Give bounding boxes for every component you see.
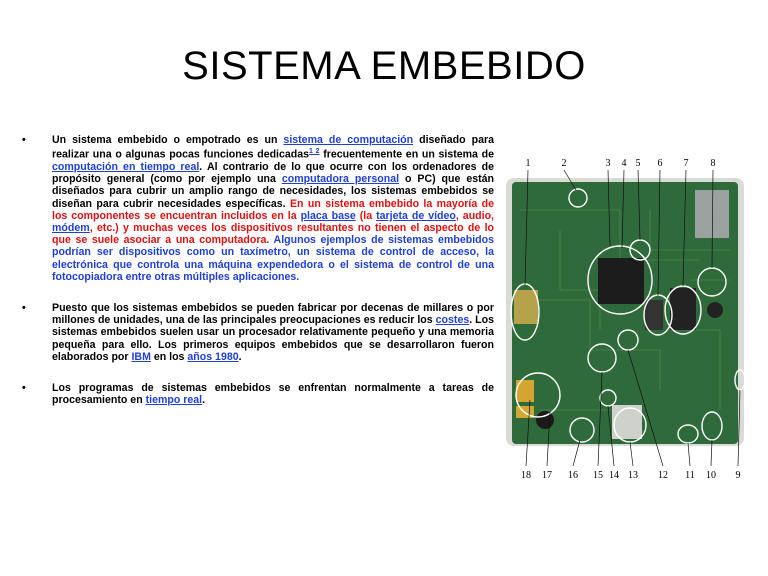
callout-label-bottom: 12: [658, 470, 668, 481]
blue-text: Algunos ejemplos de sistemas embebidos podrían ser dispositivos como un taxímetro, un sistema de control de acceso, la electrónica que controla una máquina expendedora o el sistema de control de una fotocopiadora entre otras múltiples aplicaciones.: [52, 234, 494, 283]
rf-shield: [695, 190, 729, 238]
callout-label-bottom: 18: [521, 470, 531, 481]
embedded-board-figure: [500, 150, 750, 490]
text: . Los sistemas embebidos suelen usar un procesador relativamente pequeño y una memoria pequeña para ello. Los primeros equipos embebidos que se desarrollaron fueron elaborados por: [52, 314, 494, 363]
link-computadora-personal[interactable]: computadora personal: [281, 173, 400, 186]
callout-label-bottom: 13: [628, 470, 638, 481]
text: frecuentemente en un sistema de: [319, 148, 494, 161]
link-costes[interactable]: costes: [435, 314, 470, 327]
callout-label-bottom: 17: [542, 470, 552, 481]
callout-label-top: 8: [710, 158, 716, 169]
footnote-ref-link[interactable]: 1 2: [309, 148, 320, 156]
red-text: En un sistema embebido la mayoría de los componentes se encuentran incluidos en la: [52, 197, 494, 222]
text: .: [202, 394, 206, 407]
memory-chip: [670, 288, 696, 330]
text: Puesto que los sistemas embebidos se pueden fabricar por decenas de millares o por millones de unidades, una de las principales preocupaciones es reducir los: [52, 301, 494, 327]
bullet-marker: •: [22, 301, 26, 314]
callout-label-bottom: 11: [685, 470, 695, 481]
callout-label-bottom: 15: [593, 470, 603, 481]
ic-chip: [645, 300, 663, 330]
link-modem[interactable]: módem: [52, 221, 90, 234]
link-tarjeta-de-video[interactable]: tarjeta de vídeo: [376, 209, 456, 222]
red-text: (la: [355, 209, 377, 222]
callout-label-bottom: 16: [568, 470, 578, 481]
callout-label-top: 3: [605, 158, 611, 169]
bullet-list: [22, 134, 494, 425]
bullet-paragraph-2: [22, 302, 494, 363]
link-sistema-de-computacion[interactable]: sistema de computación: [283, 134, 414, 146]
electrolytic-capacitor: [707, 302, 723, 318]
bullet-paragraph-1: [22, 134, 494, 283]
connector: [514, 290, 538, 324]
callout-label-bottom: 9: [735, 470, 741, 481]
callout-label-top: 5: [635, 158, 641, 169]
slide-title: SISTEMA EMBEBIDO: [182, 44, 586, 88]
jack: [536, 411, 554, 429]
callout-label-top: 1: [525, 158, 531, 169]
text: Los programas de sistemas embebidos se enfrentan normalmente a tareas de procesamiento en: [52, 381, 494, 407]
callout-label-top: 4: [621, 158, 627, 169]
text: en los: [150, 350, 188, 363]
text: o PC) que están diseñados para cubrir un amplio rango de necesidades, los sistemas embebidos se diseñan para cubrir necesidades específicas.: [52, 173, 495, 210]
link-anos-1980[interactable]: años 1980: [187, 350, 239, 363]
callout-label-top: 7: [683, 158, 689, 169]
callout-label-top: 2: [561, 158, 567, 169]
red-text: , audio,: [455, 209, 494, 222]
bullet-paragraph-3: [22, 382, 494, 406]
link-computacion-en-tiempo-real[interactable]: computación en tiempo real: [52, 160, 200, 173]
cpu-chip: [598, 258, 644, 304]
text: diseñado para realizar una o algunas pocas funciones dedicadas: [52, 134, 494, 161]
bullet-marker: •: [22, 381, 26, 394]
callout-label-bottom: 14: [609, 470, 619, 481]
bullet-marker: •: [22, 134, 26, 146]
callout-label-bottom: 10: [706, 470, 716, 481]
red-text: , etc.) y muchas veces los dispositivos resultantes no tienen el aspecto de lo que se suele asociar a una computadora.: [52, 221, 494, 247]
link-ibm[interactable]: IBM: [131, 350, 151, 363]
text: . Al contrario de lo que ocurre con los ordenadores de propósito general (como por ejemplo una: [52, 160, 494, 186]
text: .: [238, 350, 242, 363]
link-tiempo-real[interactable]: tiempo real: [145, 394, 203, 407]
callout-label-top: 6: [657, 158, 663, 169]
link-placa-base[interactable]: placa base: [300, 209, 356, 222]
text: Un sistema embebido o empotrado es un: [52, 134, 284, 146]
